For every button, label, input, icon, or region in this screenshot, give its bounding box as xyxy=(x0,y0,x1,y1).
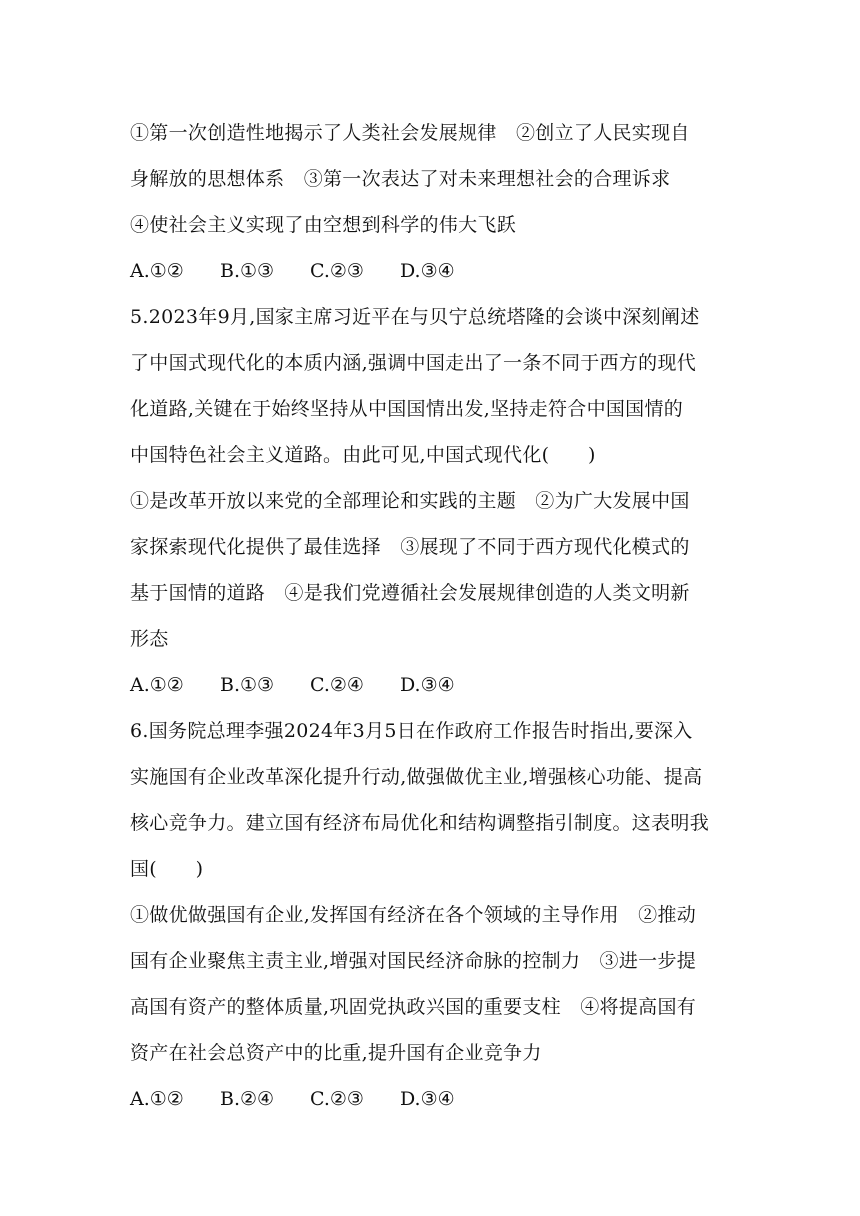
q5-statement-line: 基于国情的道路 ④是我们党遵循社会发展规律创造的人类文明新 xyxy=(130,582,690,604)
question-4 xyxy=(130,110,742,294)
q5-stem-line: 了中国式现代化的本质内涵,强调中国走出了一条不同于西方的现代 xyxy=(130,352,697,374)
q4-option-c: C.②③ xyxy=(310,260,364,282)
q5-stem-line: 5.2023年9月,国家主席习近平在与贝宁总统塔隆的会谈中深刻阐述 xyxy=(130,306,700,328)
question-5 xyxy=(130,294,742,708)
q6-option-b: B.②④ xyxy=(220,1088,275,1110)
q4-option-a: A.①② xyxy=(130,260,184,282)
q5-option-b: B.①③ xyxy=(220,674,275,696)
q5-option-a: A.①② xyxy=(130,674,184,696)
q6-option-a: A.①② xyxy=(130,1088,184,1110)
q6-stem-line: 核心竞争力。建立国有经济布局优化和结构调整指引制度。这表明我 xyxy=(130,812,710,834)
q4-statement-line: ①第一次创造性地揭示了人类社会发展规律 ②创立了人民实现自 xyxy=(130,122,690,144)
q4-statement-line: ④使社会主义实现了由空想到科学的伟大飞跃 xyxy=(130,214,517,236)
q6-statement-line: 国有企业聚焦主责主业,增强对国民经济命脉的控制力 ③进一步提 xyxy=(130,950,697,972)
q6-option-d: D.③④ xyxy=(400,1088,455,1110)
q5-stem-line: 中国特色社会主义道路。由此可见,中国式现代化( ) xyxy=(130,444,596,466)
q6-stem-line: 6.国务院总理李强2024年3月5日在作政府工作报告时指出,要深入 xyxy=(130,720,693,742)
q4-option-d: D.③④ xyxy=(400,260,455,282)
q5-options xyxy=(130,662,742,708)
q4-statement-line: 身解放的思想体系 ③第一次表达了对未来理想社会的合理诉求 xyxy=(130,168,671,190)
q6-statement-line: ①做优做强国有企业,发挥国有经济在各个领域的主导作用 ②推动 xyxy=(130,904,697,926)
q6-statement-line: 资产在社会总资产中的比重,提升国有企业竞争力 xyxy=(130,1042,542,1064)
q5-stem-line: 化道路,关键在于始终坚持从中国国情出发,坚持走符合中国国情的 xyxy=(130,398,684,420)
question-content xyxy=(130,110,742,1122)
q5-option-c: C.②④ xyxy=(310,674,364,696)
q4-option-b: B.①③ xyxy=(220,260,275,282)
q4-options xyxy=(130,248,742,294)
q6-option-c: C.②③ xyxy=(310,1088,364,1110)
q5-statement-line: ①是改革开放以来党的全部理论和实践的主题 ②为广大发展中国 xyxy=(130,490,690,512)
q6-stem-line: 国( ) xyxy=(130,858,204,880)
question-6 xyxy=(130,708,742,1122)
q6-stem-line: 实施国有企业改革深化提升行动,做强做优主业,增强核心功能、提高 xyxy=(130,766,703,788)
q5-option-d: D.③④ xyxy=(400,674,455,696)
q5-statement-line: 家探索现代化提供了最佳选择 ③展现了不同于西方现代化模式的 xyxy=(130,536,690,558)
q5-statement-line: 形态 xyxy=(130,628,169,650)
q6-options xyxy=(130,1076,742,1122)
q6-statement-line: 高国有资产的整体质量,巩固党执政兴国的重要支柱 ④将提高国有 xyxy=(130,996,697,1018)
